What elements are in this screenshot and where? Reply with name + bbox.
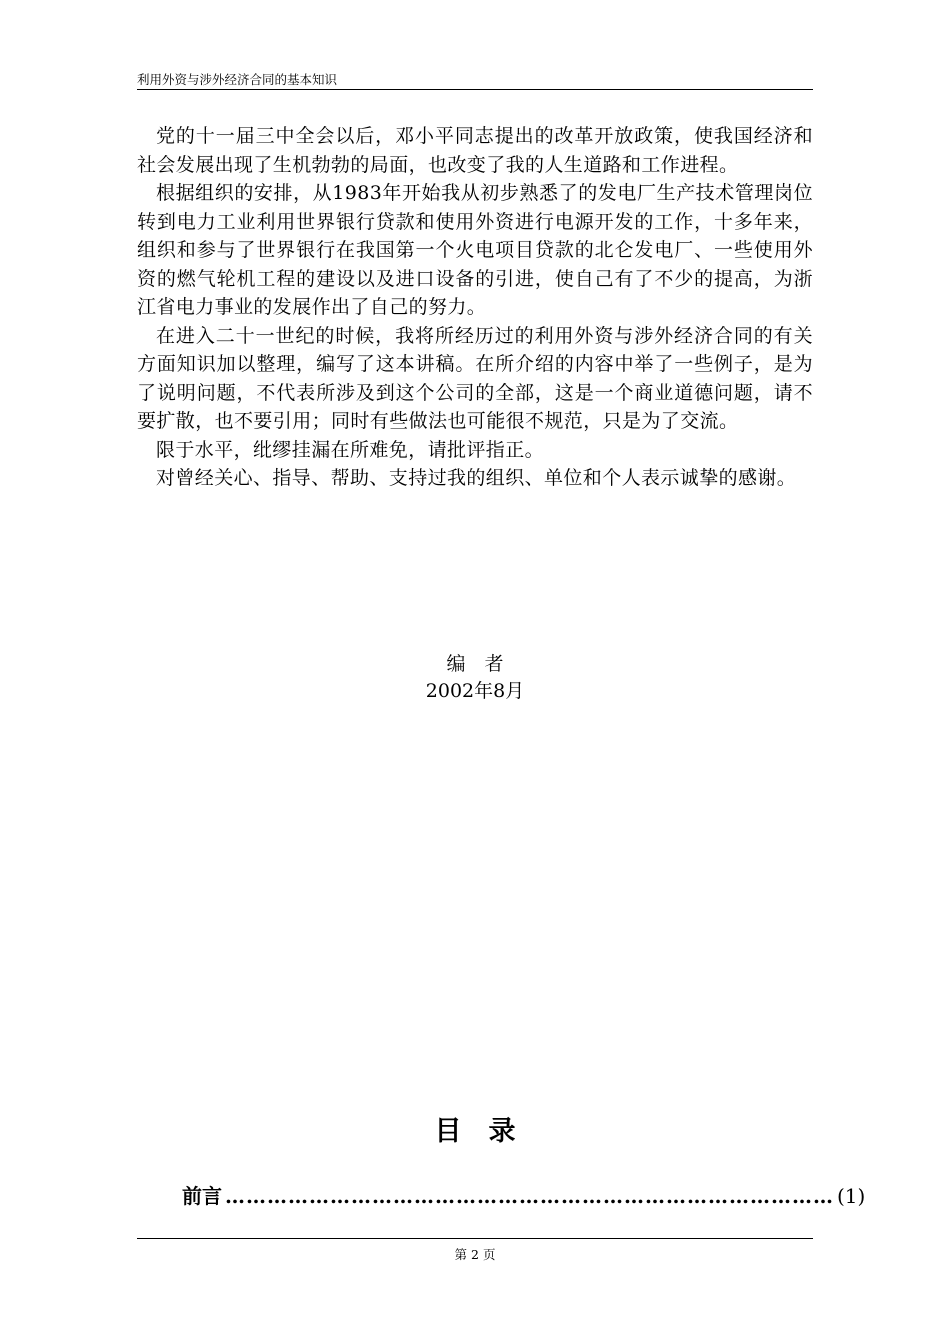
preface-body bbox=[137, 122, 813, 493]
signature-date: 2002年8月 bbox=[425, 680, 525, 702]
toc-title: 目 录 bbox=[434, 1116, 516, 1147]
footer-divider bbox=[137, 1238, 813, 1239]
toc-entry-page: (1) bbox=[837, 1184, 866, 1208]
preface-paragraph: 在进入二十一世纪的时候，我将所经历过的利用外资与涉外经济合同的有关方面知识加以整理，编写了这本讲稿。在所介绍的内容中举了一些例子，是为了说明问题，不代表所涉及到这个公司的全部，这是一个商业道德问题，请不要扩散，也不要引用；同时有些做法也可能很不规范，只是为了交流。 bbox=[137, 324, 813, 432]
preface-paragraph: 对曾经关心、指导、帮助、支持过我的组织、单位和个人表示诚挚的感谢。 bbox=[156, 467, 797, 489]
preface-paragraph: 限于水平，纰缪挂漏在所难免，请批评指正。 bbox=[156, 438, 545, 461]
signature-author: 编 者 bbox=[446, 653, 504, 675]
toc-entry-leader: …………………………………………………………………………… bbox=[225, 1184, 834, 1208]
toc-entry-preface[interactable] bbox=[182, 1181, 866, 1211]
page-number: 第 2 页 bbox=[454, 1247, 496, 1262]
preface-paragraph: 根据组织的安排，从1983年开始我从初步熟悉了的发电厂生产技术管理岗位转到电力工业利用世界银行贷款和使用外资进行电源开发的工作，十多年来，组织和参与了世界银行在我国第一个火电项目贷款的北仑发电厂、一些使用外资的燃气轮机工程的建设以及进口设备的引进，使自己有了不少的提高，为浙江省电力事业的发展作出了自己的努力。 bbox=[137, 182, 813, 318]
running-header: 利用外资与涉外经济合同的基本知识 bbox=[137, 72, 813, 90]
toc-entry-label: 前言 bbox=[182, 1184, 222, 1208]
preface-paragraph: 党的十一届三中全会以后，邓小平同志提出的改革开放政策，使我国经济和社会发展出现了生机勃勃的局面，也改变了我的人生道路和工作进程。 bbox=[137, 125, 813, 176]
